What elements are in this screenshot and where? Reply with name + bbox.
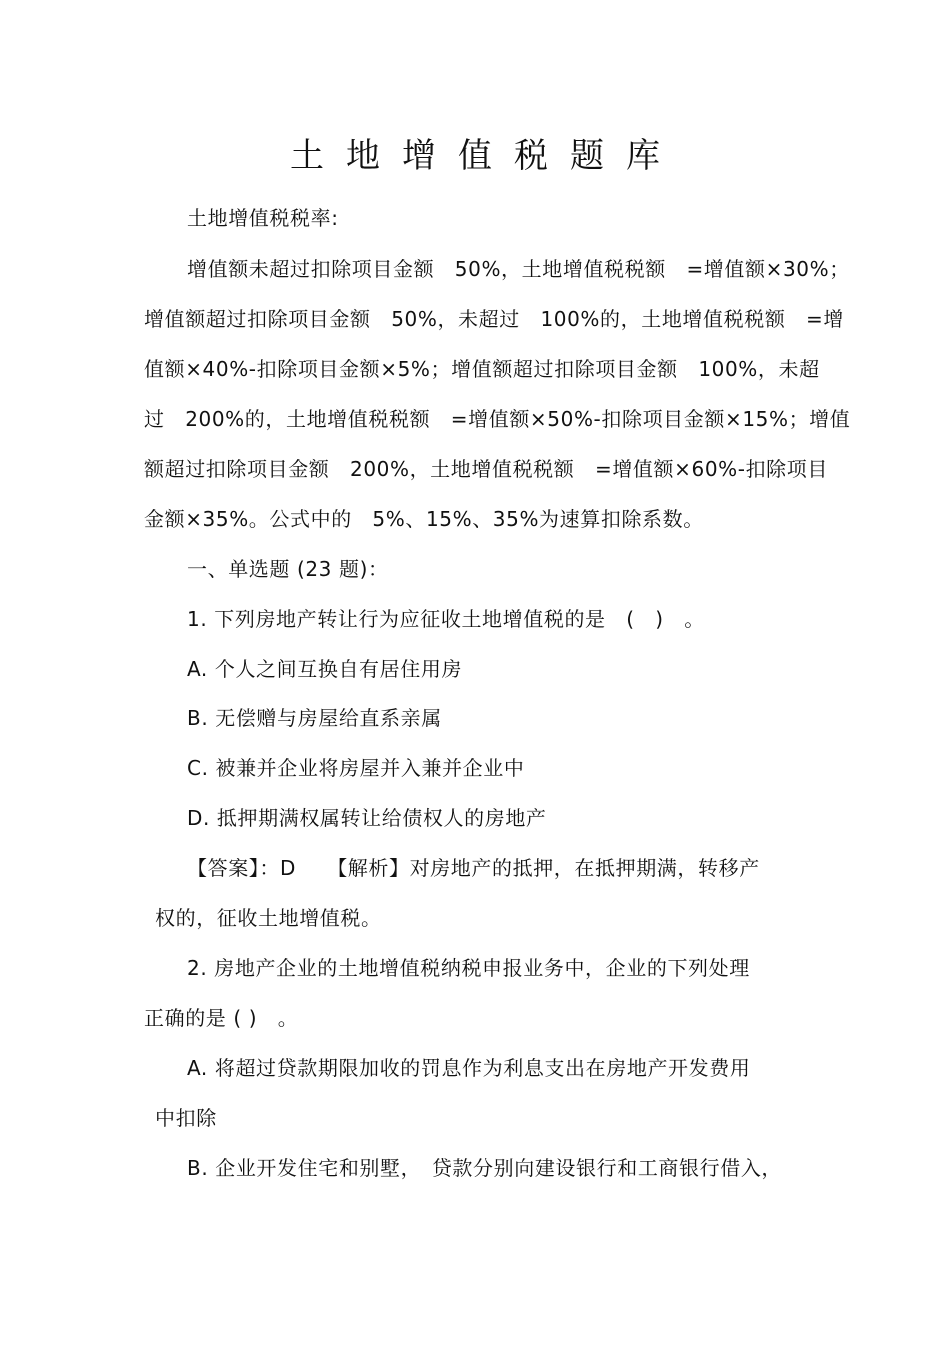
question-1-option-d: D. 抵押期满权属转让给债权人的房地产 xyxy=(187,806,547,830)
intro-paragraph-line: 增值额超过扣除项目金额 50%，未超过 100%的，土地增值税税额 =增 xyxy=(144,307,844,331)
intro-paragraph-line: 值额×40%-扣除项目金额×5%；增值额超过扣除项目金额 100%，未超 xyxy=(144,357,820,381)
question-2-option-a-continued: 中扣除 xyxy=(155,1106,217,1130)
question-1-option-c: C. 被兼并企业将房屋并入兼并企业中 xyxy=(187,756,525,780)
question-1-option-a: A. 个人之间互换自有居住用房 xyxy=(187,657,463,681)
question-2-option-b: B. 企业开发住宅和别墅， 贷款分别向建设银行和工商银行借入， xyxy=(187,1156,783,1180)
intro-paragraph-line: 额超过扣除项目金额 200%，土地增值税税额 =增值额×60%-扣除项目 xyxy=(144,457,828,481)
question-2-option-a: A. 将超过贷款期限加收的罚息作为利息支出在房地产开发费用 xyxy=(187,1056,751,1080)
tax-rate-heading: 土地增值税税率: xyxy=(187,206,339,230)
section-heading: 一、单选题 (23 题)： xyxy=(187,557,389,581)
question-2-stem-continued: 正确的是 ( ) 。 xyxy=(144,1006,299,1030)
intro-paragraph-line: 增值额未超过扣除项目金额 50%，土地增值税税额 =增值额×30%； xyxy=(187,257,850,281)
question-1-stem: 1. 下列房地产转让行为应征收土地增值税的是 ( ) 。 xyxy=(187,607,705,631)
intro-paragraph-line: 金额×35%。公式中的 5%、15%、35%为速算扣除系数。 xyxy=(144,507,704,531)
question-1-answer: 【答案】：D 【解析】对房地产的抵押，在抵押期满，转移产 xyxy=(187,856,760,880)
intro-paragraph-line: 过 200%的，土地增值税税额 =增值额×50%-扣除项目金额×15%；增值 xyxy=(144,407,851,431)
question-1-option-b: B. 无偿赠与房屋给直系亲属 xyxy=(187,706,442,730)
page-title: 土地增值税题库 xyxy=(290,136,682,176)
question-1-answer-continued: 权的，征收土地增值税。 xyxy=(155,906,382,930)
question-2-stem: 2. 房地产企业的土地增值税纳税申报业务中，企业的下列处理 xyxy=(187,956,750,980)
